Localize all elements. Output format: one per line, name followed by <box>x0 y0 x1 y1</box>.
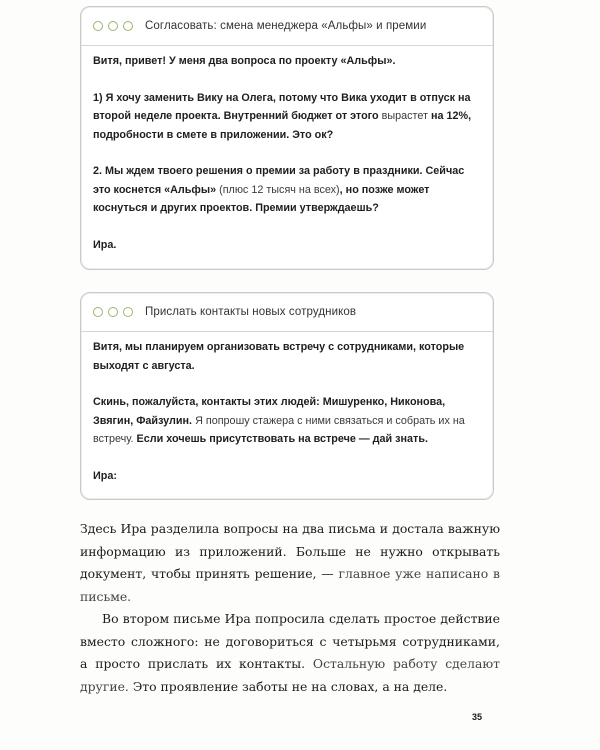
circle-icon <box>123 21 133 31</box>
email-question-2: 2. Мы ждем твоего решения о премии за работу в праздники. Сейчас это коснется «Альфы» (плюс 12 тысяч на всех), но позже может коснуться и других проектов. Премии утверждаешь? <box>93 165 465 214</box>
email-paragraph-1: Витя, мы планируем организовать встречу с сотрудниками, которые выходят с августа. <box>93 341 465 372</box>
email-signature: Ира. <box>93 238 117 251</box>
email-header <box>81 293 493 332</box>
circle-icon <box>108 21 118 31</box>
email-header <box>81 7 493 46</box>
window-controls <box>93 307 133 317</box>
email-greeting: Витя, привет! У меня два вопроса по проекту «Альфы». <box>93 55 396 67</box>
window-controls <box>93 21 133 31</box>
email-subject: Согласовать: смена менеджера «Альфы» и премии <box>145 20 427 32</box>
email-body <box>81 46 493 254</box>
page-number: 35 <box>472 712 483 722</box>
email-card-contacts <box>80 292 494 500</box>
circle-icon <box>93 21 103 31</box>
email-card-approval <box>80 6 494 270</box>
email-body <box>81 332 493 485</box>
body-paragraph-2: Во втором письме Ира попросила сделать простое действие вместо сложного: не договориться с четырьмя сотрудниками, а просто прислать их контакты. Остальную работу сделают другие. Это проявление заботы не на словах, а на деле. <box>80 611 500 694</box>
circle-icon <box>108 307 118 317</box>
email-paragraph-2: Скинь, пожалуйста, контакты этих людей: Мишуренко, Никонова, Звягин, Файзулин. Я попрошу стажера с ними связаться и собрать их на встречу. Если хочешь присутствовать на встрече — дай знать. <box>93 396 465 445</box>
email-question-1: 1) Я хочу заменить Вику на Олега, потому что Вика уходит в отпуск на второй неделе проекта. Внутренний бюджет от этого вырастет на 12%, подробности в смете в приложении. Это ок? <box>93 91 472 141</box>
circle-icon <box>93 307 103 317</box>
body-text <box>80 518 500 698</box>
circle-icon <box>123 307 133 317</box>
email-subject: Прислать контакты новых сотрудников <box>145 306 357 318</box>
email-signature: Ира: <box>93 469 117 482</box>
body-paragraph-1: Здесь Ира разделила вопросы на два письма и достала важную информацию из приложений. Больше не нужно открывать документ, чтобы принять решение, — главное уже написано в письме. <box>80 521 500 604</box>
